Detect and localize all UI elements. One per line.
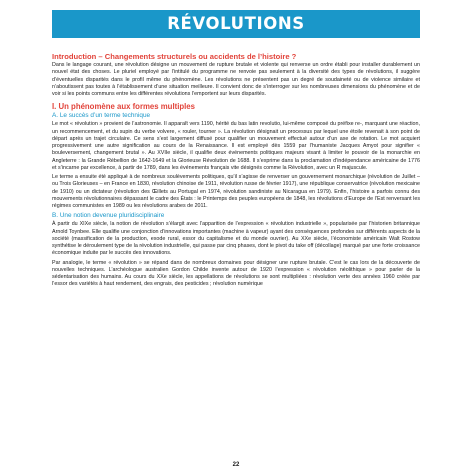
- part1-subB-paragraph-1: À partir du XIXe siècle, la notion de révolution s’élargit avec l’apparition de l’expression « révolution industrielle », popularisée par l’historien britannique Arnold Toynbee. Elle qualifie une conjonction d’innovations importantes (machine à vapeur) ayant des conséquences profondes sur différents aspects de la société (massification de la production, exode rural, essor du capitalisme et du monde ouvrier). Au XXe siècle, l’économiste américain Walt Rostow synthétise le déroulement type de la révolution industrielle, qui passe par cinq phases, dont le pivot du take off (décollage) marqué par une forte croissance économique induite par le succès des innovations.: [52, 221, 420, 257]
- part1-subA-paragraph-1: Le mot « révolution » provient de l’astronomie. Il apparaît vers 1190, hérité du bas latin revolutio, lui-même composé du préfixe re-, marquant une réaction, un recommencement, et du supin du verbe volvere, « rouler, tourner ». La révolution désignait un processus par lequel une étoile revenait à son point de départ après un trajet circulaire. Ce sens s’est largement diffusé pour qualifier un mouvement effectué autour d’un axe de rotation. Le mot acquiert progressivement une autre signification au cours de la Renaissance. Il est employé dès 1559 par l’humaniste Jacques Amyot pour signifier « bouleversement, changement brutal ». Au XVIIe siècle, il qualifie deux événements politiques majeurs visant à limiter le pouvoir de la monarchie en Angleterre : la Grande Rébellion de 1642-1649 et la Glorieuse Révolution de 1688. Il s’exprime dans la proclamation d’indépendance américaine de 1776 et s’incarne par excellence, à partir de 1789, dans les événements français vite désignés comme la Révolution, avec un R majuscule.: [52, 121, 420, 171]
- intro-heading: Introduction – Changements structurels ou accidents de l’histoire ?: [52, 52, 297, 61]
- part1-heading: I. Un phénomène aux formes multiples: [52, 102, 195, 112]
- part1-subB-paragraph-2: Par analogie, le terme « révolution » se répand dans de nombreux domaines pour désigner une rupture brutale. C’est le cas lors de la découverte de nouvelles techniques. L’archéologue australien Gordon Childe invente autour de 1920 l’expression « révolution néolithique » pour parler de la sédentarisation des humains. Au cours du XXe siècle, les appellations de révolutions se sont multipliées : révolution verte des années 1960 créée par l’essor des variétés à haut rendement, des engrais, des pesticides ; révolution numérique: [52, 259, 420, 288]
- intro-paragraph: Dans le langage courant, une révolution désigne un mouvement de rupture brutale et violente qui renverse un ordre établi pour installer durablement un nouvel état des choses. Le pluriel employé par l’intitulé du programme ne renvoie pas seulement à la diversité des types de révolutions, il suggère d’éventuelles disparités dans le profil même du phénomène. Les révolutions ne présentent pas un degré de soudaineté ou de violence similaire et n’aboutissent pas toutes à l’établissement d’une situation meilleure. Il convient donc de s’interroger sur les nombreuses dimensions du phénomène et de voir si les points communs entre les différentes révolutions l’emportent sur leurs disparités.: [52, 62, 420, 97]
- part1-subA-paragraph-2: Le terme a ensuite été appliqué à de nombreux soulèvements politiques, qu’il s’agisse de renverser un gouvernement monarchique (révolution de Juillet – ou Trois Glorieuses – en France en 1830, révolution chinoise de 1911, révolution russe de février 1917), une république conservatrice (révolution mexicaine de 1910) ou un dictateur (révolution des Œillets au Portugal en 1974, révolution sandiniste au Nicaragua en 1979). Enfin, l’histoire a parfois connu des mouvements révolutionnaires dépassant le cadre des États : le Printemps des peuples européens de 1848, les révolutions d’Europe de l’Est renversant les régimes communistes en 1989 ou les révolutions arabes de 2011.: [52, 174, 420, 209]
- part1-subB-heading: B. Une notion devenue pluridisciplinaire: [52, 212, 165, 220]
- page-number: 22: [232, 462, 240, 468]
- part1-subA-heading: A. Le succès d’un terme technique: [52, 112, 151, 120]
- page-title: RÉVOLUTIONS: [52, 10, 420, 38]
